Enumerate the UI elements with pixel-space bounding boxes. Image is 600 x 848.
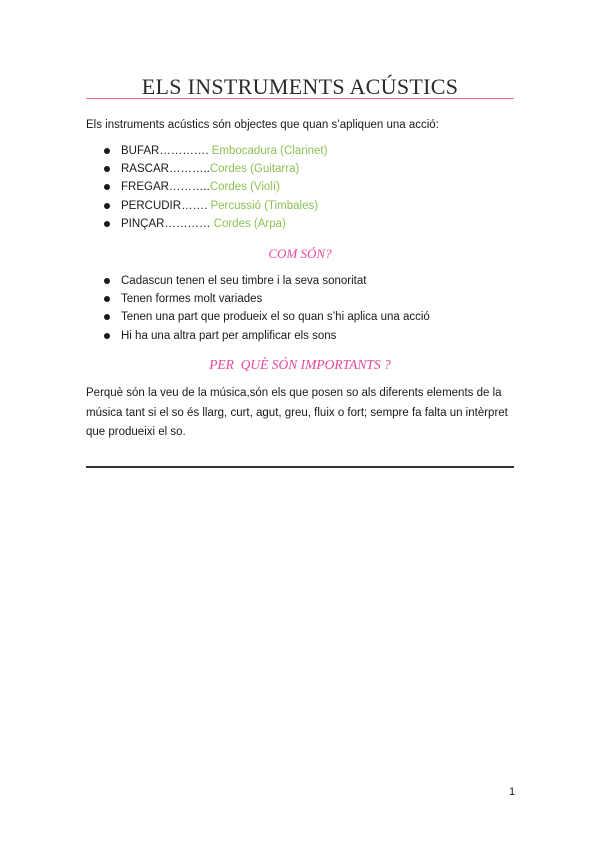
section-heading-importance: PER QUÈ SÓN IMPORTANTS ? [209, 357, 391, 372]
property-text: Cadascun tenen el seu timbre i la seva sonoritat [121, 275, 367, 287]
bullet-dot-icon [104, 221, 110, 227]
action-item-bufar [104, 142, 327, 160]
action-dots: ……. [181, 199, 208, 212]
action-result: Embocadura (Clarinet) [211, 145, 328, 157]
bullet-dot-icon [104, 278, 110, 284]
action-dots: …………. [159, 145, 209, 157]
action-item-rascar [104, 160, 327, 178]
property-item [104, 272, 430, 290]
property-item [104, 308, 430, 326]
bullet-dot-icon [104, 148, 110, 154]
action-item-percudir [104, 197, 327, 215]
action-verb: RASCAR [121, 163, 169, 176]
action-verb: PERCUDIR [121, 199, 182, 212]
action-result: Percussió (Timbales) [210, 199, 319, 212]
bullet-dot-icon [104, 166, 110, 172]
action-dots: ……….. [168, 163, 210, 176]
title-divider [86, 98, 514, 99]
bullet-dot-icon [104, 184, 110, 190]
page-title: ELS INSTRUMENTS ACÚSTICS [141, 74, 459, 99]
property-text: Hi ha una altra part per amplificar els sons [121, 329, 337, 342]
importance-paragraph: Perquè són la veu de la música,són els que posen so als diferents elements de la música tant si el so és llarg, curt, agut, greu, fluix o fort; sempre fa falta un intèrpret que produeixi el so. [86, 387, 508, 438]
bullet-dot-icon [104, 203, 110, 209]
properties-list [104, 272, 430, 345]
action-result: Cordes (Guitarra) [209, 163, 300, 176]
instrument-actions-list [104, 142, 327, 233]
section-heading-com-son: COM SÓN? [268, 246, 332, 261]
property-item [104, 290, 430, 308]
bottom-divider [86, 466, 514, 468]
action-verb: BUFAR [121, 145, 160, 157]
bullet-dot-icon [104, 333, 110, 339]
action-item-pincar [104, 215, 327, 233]
property-text: Tenen formes molt variades [121, 293, 263, 306]
action-verb: FREGAR [121, 181, 169, 194]
action-result: Cordes (Arpa) [213, 217, 286, 230]
page-number: 1 [509, 786, 516, 798]
action-dots: ……….. [168, 181, 210, 194]
property-text: Tenen una part que produeix el so quan s’hi aplica una acció [121, 311, 430, 324]
action-item-fregar [104, 178, 327, 196]
action-verb: PINÇAR [121, 217, 165, 230]
bullet-dot-icon [104, 314, 110, 320]
property-item [104, 327, 430, 345]
intro-text: Els instruments acústics són objectes que quan s’apliquen una acció: [86, 119, 439, 131]
bullet-dot-icon [104, 296, 110, 302]
action-result: Cordes (Violí) [209, 181, 280, 194]
action-dots: ………… [164, 217, 211, 230]
